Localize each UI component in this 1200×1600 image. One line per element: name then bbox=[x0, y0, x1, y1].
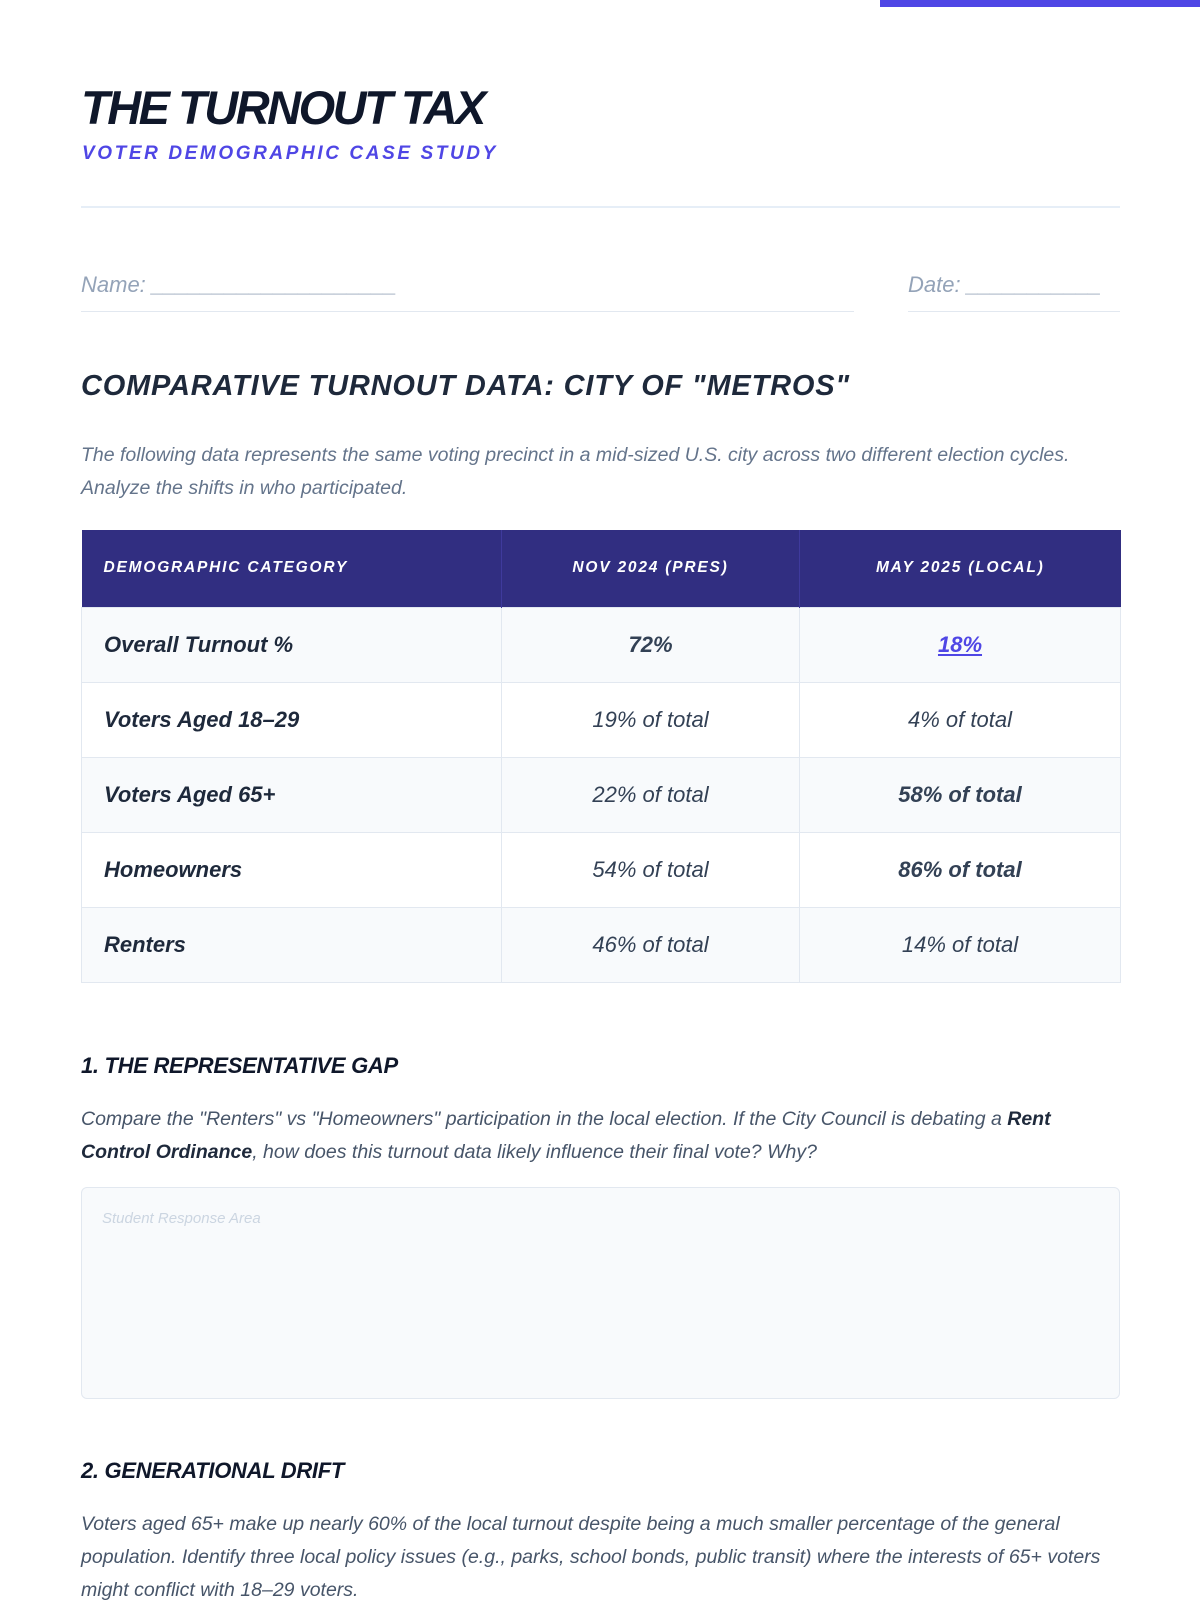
page-title: THE TURNOUT TAX bbox=[81, 81, 484, 134]
column-header-category: DEMOGRAPHIC CATEGORY bbox=[82, 530, 502, 607]
row-category: Voters Aged 65+ bbox=[82, 757, 502, 832]
column-header-may-2025: MAY 2025 (LOCAL) bbox=[800, 530, 1121, 607]
may-2025-cell bbox=[800, 607, 1121, 682]
student-response-area[interactable] bbox=[81, 1187, 1120, 1399]
column-header-nov-2024: NOV 2024 (PRES) bbox=[502, 530, 800, 607]
nov-2024-value: 22% of total bbox=[502, 757, 800, 832]
turnout-table bbox=[81, 530, 1121, 983]
may-2025-value: 58% of total bbox=[800, 757, 1121, 832]
date-field-label: Date: ___________ bbox=[908, 272, 1102, 297]
question-1-emphasis: Rent Control Ordinance bbox=[81, 1108, 1051, 1163]
row-category: Renters bbox=[82, 907, 502, 982]
nov-2024-value: 72% bbox=[502, 607, 800, 682]
question-2-heading: 2. GENERATIONAL DRIFT bbox=[81, 1458, 345, 1483]
table-row bbox=[82, 907, 1121, 982]
may-2025-value: 4% of total bbox=[800, 682, 1121, 757]
table-header-row bbox=[82, 530, 1121, 607]
may-2025-value: 86% of total bbox=[800, 832, 1121, 907]
top-accent-bar bbox=[880, 0, 1200, 7]
row-category: Voters Aged 18–29 bbox=[82, 682, 502, 757]
name-field[interactable] bbox=[81, 272, 854, 312]
table-row bbox=[82, 757, 1121, 832]
table-row bbox=[82, 682, 1121, 757]
question-1-heading: 1. THE REPRESENTATIVE GAP bbox=[81, 1053, 398, 1078]
question-1-text-end: , how does this turnout data likely influence their final vote? Why? bbox=[252, 1141, 817, 1163]
name-field-label: Name: ____________________ bbox=[81, 272, 397, 297]
row-category: Homeowners bbox=[82, 832, 502, 907]
nov-2024-value: 46% of total bbox=[502, 907, 800, 982]
page-subtitle: VOTER DEMOGRAPHIC CASE STUDY bbox=[82, 143, 498, 164]
section-intro: The following data represents the same voting precinct in a mid-sized U.S. city across two different election cycles. Analyze the shifts in who participated. bbox=[81, 444, 1070, 499]
section-heading: COMPARATIVE TURNOUT DATA: CITY OF "METROS" bbox=[81, 370, 850, 402]
response-placeholder: Student Response Area bbox=[102, 1210, 261, 1227]
may-2025-value: 14% of total bbox=[800, 907, 1121, 982]
may-2025-value-link[interactable]: 18% bbox=[937, 631, 983, 657]
table-row bbox=[82, 607, 1121, 682]
nov-2024-value: 54% of total bbox=[502, 832, 800, 907]
row-category: Overall Turnout % bbox=[82, 607, 502, 682]
question-1-text-start: Compare the "Renters" vs "Homeowners" participation in the local election. If the City Council is debating a bbox=[81, 1108, 1008, 1130]
question-2-text: Voters aged 65+ make up nearly 60% of the local turnout despite being a much smaller percentage of the general population. Identify three local policy issues (e.g., parks, school bonds, public transit) where the interests of 65+ voters might conflict with 18–29 voters. bbox=[81, 1513, 1101, 1600]
nov-2024-value: 19% of total bbox=[502, 682, 800, 757]
header-divider bbox=[81, 206, 1120, 208]
question-1-text bbox=[81, 1103, 1120, 1169]
table-row bbox=[82, 832, 1121, 907]
date-field[interactable] bbox=[908, 272, 1120, 312]
